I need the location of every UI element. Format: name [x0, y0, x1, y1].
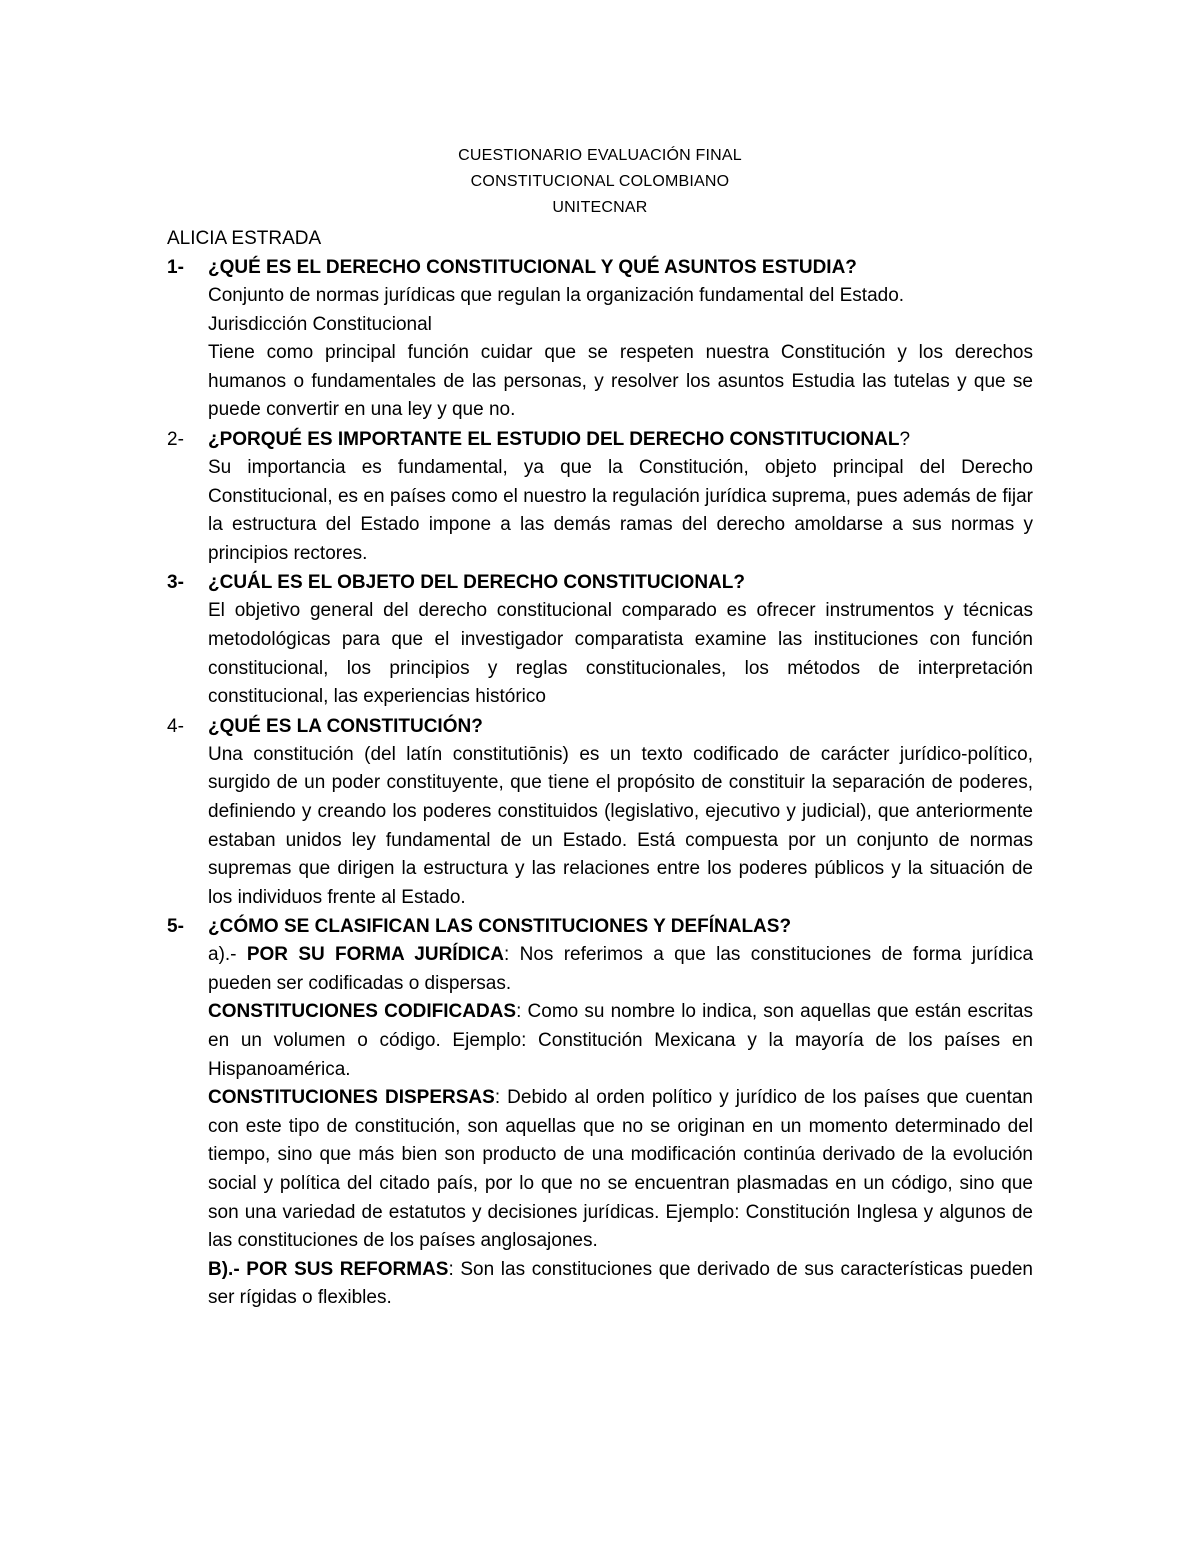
answer-5	[208, 941, 1033, 1313]
classification-b-label: B).- POR SUS REFORMAS	[208, 1258, 449, 1280]
question-number: 5-	[167, 916, 184, 938]
question-number: 2-	[167, 428, 184, 450]
answer-paragraph: Una constitución (del latín constitutiōnis) es un texto codificado de carácter jurídico-político, surgido de un poder constituyente, que tiene el propósito de constituir la separación de poderes, definiendo y creando los poderes constituidos (legislativo, ejecutivo y judicial), que anteriormente estaban unidos ley fundamental de un Estado. Está compuesta por un conjunto de normas supremas que dirigen la estructura y las relaciones entre los poderes públicos y la situación de los individuos frente al Estado.	[208, 743, 1033, 908]
answer-paragraph: Tiene como principal función cuidar que se respeten nuestra Constitución y los derechos humanos o fundamentales de las personas, y resolver los asuntos Estudia las tutelas y que se puede convertir en una ley y que no.	[208, 342, 1033, 421]
question-4	[167, 712, 1033, 741]
question-number: 3-	[167, 572, 184, 594]
dispersed-text: : Debido al orden político y jurídico de los países que cuentan con este tipo de constitución, son aquellas que no se originan en un momento determinado del tiempo, sino que más bien son producto de una modificación continúa derivado de la evolución social y política del citado país, por lo que no se encuentran plasmadas en un código, sino que son una variedad de estatutos y decisiones jurídicas. Ejemplo: Constitución Inglesa y algunos de las constituciones de los países anglosajones.	[208, 1087, 1033, 1252]
answer-paragraph: Su importancia es fundamental, ya que la Constitución, objeto principal del Derecho Constitucional, es en países como el nuestro la regulación jurídica suprema, pues además de fijar la estructura del Estado impone a las demás ramas del derecho amoldarse a sus normas y principios rectores.	[208, 456, 1033, 564]
question-1	[167, 253, 1033, 282]
codified-label: CONSTITUCIONES CODIFICADAS	[208, 1001, 517, 1023]
question-number: 4-	[167, 715, 184, 737]
question-number: 1-	[167, 257, 184, 278]
question-text: ¿QUÉ ES LA CONSTITUCIÓN?	[208, 715, 483, 737]
question-2	[167, 425, 1033, 454]
classification-b-text: : Son las constituciones que derivado de sus características pueden ser rígidas o flexibles.	[208, 1258, 1034, 1309]
question-3	[167, 568, 1033, 597]
classification-a	[208, 941, 1033, 998]
question-text-wrapper	[208, 425, 1033, 454]
question-text: ¿CÓMO SE CLASIFICAN LAS CONSTITUCIONES Y DEFÍNALAS?	[208, 916, 792, 938]
answer-paragraph: El objetivo general del derecho constitucional comparado es ofrecer instrumentos y técnicas metodológicas para que el investigador comparatista examine las instituciones con función constitucional, los principios y reglas constitucionales, los métodos de interpretación constitucional, las experiencias histórico	[208, 600, 1033, 708]
dispersed-label: CONSTITUCIONES DISPERSAS	[208, 1087, 495, 1109]
answer-1	[208, 282, 1033, 425]
classification-a-text: : Nos referimos a que las constituciones de forma jurídica pueden ser codificadas o dispersas.	[208, 944, 1034, 994]
question-mark: ?	[899, 428, 911, 450]
dispersed-definition	[208, 1084, 1033, 1256]
answer-paragraph: Jurisdicción Constitucional	[208, 313, 432, 335]
answer-paragraph: Conjunto de normas jurídicas que regulan la organización fundamental del Estado.	[208, 285, 905, 306]
question-5	[167, 912, 1033, 941]
author-name: ALICIA ESTRADA	[167, 228, 322, 249]
classification-b	[208, 1256, 1033, 1313]
codified-definition	[208, 998, 1033, 1084]
question-text: ¿CUÁL ES EL OBJETO DEL DERECHO CONSTITUCIONAL?	[208, 572, 745, 594]
codified-text: : Como su nombre lo indica, son aquellas que están escritas en un volumen o código. Ejemplo: Constitución Mexicana y la mayoría de los países en Hispanoamérica.	[208, 1001, 1033, 1080]
classification-a-prefix: a).-	[208, 944, 247, 966]
answer-3	[208, 597, 1033, 711]
question-text: ¿PORQUÉ ES IMPORTANTE EL ESTUDIO DEL DERECHO CONSTITUCIONAL	[208, 428, 900, 450]
question-text: ¿QUÉ ES EL DERECHO CONSTITUCIONAL Y QUÉ ASUNTOS ESTUDIA?	[208, 257, 857, 278]
header-institution: UNITECNAR	[552, 199, 648, 216]
header-title: CUESTIONARIO EVALUACIÓN FINAL	[458, 147, 742, 164]
answer-2	[208, 454, 1033, 568]
header-subject: CONSTITUCIONAL COLOMBIANO	[470, 173, 730, 190]
classification-a-label: POR SU FORMA JURÍDICA	[246, 944, 505, 966]
document-header	[167, 143, 1033, 221]
answer-4	[208, 741, 1033, 913]
